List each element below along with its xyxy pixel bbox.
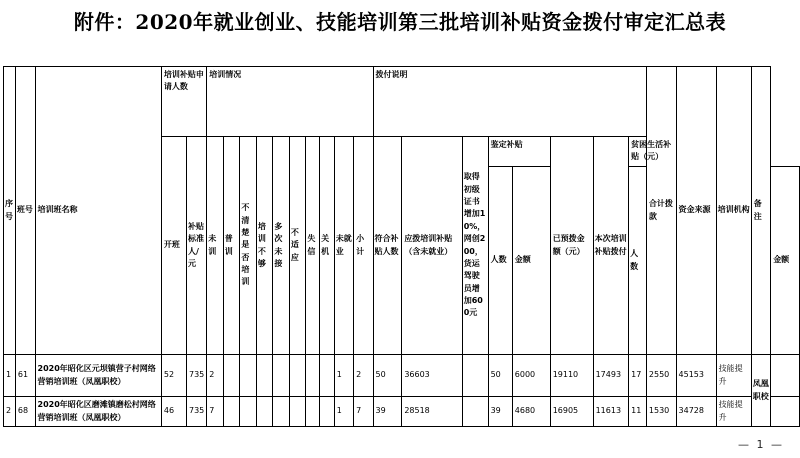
- fund-source-cell: 技能提升: [716, 355, 751, 397]
- empty-cell: [306, 355, 320, 397]
- living-amount-cell: 1530: [646, 397, 676, 427]
- appraisal-amount-header: 金额: [512, 167, 550, 355]
- header-row-1: [4, 67, 800, 137]
- not-reported-header: 培训不够: [256, 137, 273, 355]
- empty-cell: [273, 397, 290, 427]
- class-name-header: 培训班名称: [35, 67, 161, 355]
- institution-header: 培训机构: [716, 67, 751, 355]
- this-payment-cell: 17493: [593, 355, 629, 397]
- empty-cell: [223, 397, 240, 427]
- applicants-group-header: 培训补贴申请人数: [161, 67, 206, 137]
- should-pay-cell: 28518: [402, 397, 462, 427]
- empty-cell: [289, 397, 306, 427]
- empty-cell: [320, 397, 335, 427]
- total-header: 合计拨款: [646, 67, 676, 355]
- empty-cell: [289, 355, 306, 397]
- subtotal-header: 小计: [354, 137, 373, 355]
- not-employed-header: 未就业: [334, 137, 353, 355]
- appraisal-group-header: 鉴定补贴: [488, 137, 550, 167]
- not-trained-header: 未训: [207, 137, 224, 355]
- class-no-header: 班号: [15, 67, 35, 355]
- eligible-cell: 39: [373, 397, 402, 427]
- applicants-cell: 52: [161, 355, 186, 397]
- fund-source-cell: 技能提升: [716, 397, 751, 427]
- multi-registered-header: 多次未接: [273, 137, 290, 355]
- not-clear-header: 不清楚是否培训: [240, 137, 257, 355]
- not-employed-cell: 1: [334, 397, 353, 427]
- already-paid-header: 已预拨金额（元）: [550, 137, 593, 355]
- empty-cell: [462, 355, 488, 397]
- living-people-cell: 11: [629, 397, 647, 427]
- subsidy-summary-table: [3, 66, 800, 427]
- class-no-cell: 61: [15, 355, 35, 397]
- table-row: [4, 355, 800, 397]
- living-group-header: 贫困生活补贴（元）: [629, 137, 676, 167]
- should-pay-header: 应拨培训补贴（含未就业）: [402, 137, 462, 355]
- total-cell: 45153: [676, 355, 716, 397]
- living-amount-cell: 2550: [646, 355, 676, 397]
- class-name-cell: 2020年昭化区元坝镇营子村网络营销培训班（凤凰职校）: [35, 355, 161, 397]
- empty-cell: [240, 397, 257, 427]
- eligible-cell: 50: [373, 355, 402, 397]
- seq-header: 序号: [4, 67, 16, 355]
- page-title: 附件：2020年就业创业、技能培训第三批培训补贴资金拨付审定汇总表: [73, 10, 727, 34]
- subtotal-cell: 7: [354, 397, 373, 427]
- training-group-header: 培训情况: [207, 67, 373, 137]
- opened-header: 开班: [161, 137, 186, 355]
- class-name-cell: 2020年昭化区磨滩镇磨松村网络营销培训班（凤凰职校）: [35, 397, 161, 427]
- this-payment-cell: 11613: [593, 397, 629, 427]
- empty-cell: [256, 355, 273, 397]
- not-employed-cell: 1: [334, 355, 353, 397]
- living-people-header: 人数: [629, 167, 647, 355]
- total-cell: 34728: [676, 397, 716, 427]
- standard-cell: 735: [187, 355, 207, 397]
- lost-contact-header: 失信: [306, 137, 320, 355]
- empty-cell: [240, 355, 257, 397]
- empty-cell: [256, 397, 273, 427]
- payment-group-header: 拨付说明: [373, 67, 646, 137]
- seq-cell: 2: [4, 397, 16, 427]
- empty-cell: [462, 397, 488, 427]
- subtotal-cell: 2: [354, 355, 373, 397]
- appraisal-amount-cell: 4680: [512, 397, 550, 427]
- seq-cell: 1: [4, 355, 16, 397]
- already-paid-cell: 16905: [550, 397, 593, 427]
- living-people-cell: 17: [629, 355, 647, 397]
- fund-source-header: 资金来源: [676, 67, 716, 355]
- empty-cell: [306, 397, 320, 427]
- applicants-cell: 46: [161, 397, 186, 427]
- empty-cell: [223, 355, 240, 397]
- not-trained-cell: 2: [207, 355, 224, 397]
- repeat-train-header: 普训: [223, 137, 240, 355]
- not-trained-cell: 7: [207, 397, 224, 427]
- appraisal-people-cell: 50: [488, 355, 512, 397]
- eligible-header: 符合补贴人数: [373, 137, 402, 355]
- certificate-note-header: 取得初级证书增加10%，网创200，货运驾驶员增加600元: [462, 137, 488, 355]
- shutdown-header: 关机: [320, 137, 335, 355]
- living-amount-header: 金额: [771, 167, 800, 355]
- empty-cell: [320, 355, 335, 397]
- should-pay-cell: 36603: [402, 355, 462, 397]
- appraisal-people-header: 人数: [488, 167, 512, 355]
- appraisal-amount-cell: 6000: [512, 355, 550, 397]
- remarks-header: 备注: [751, 67, 770, 355]
- uncomfortable-header: 不适应: [289, 137, 306, 355]
- already-paid-cell: 19110: [550, 355, 593, 397]
- table-row: [4, 397, 800, 427]
- page-number: — 1 —: [738, 438, 784, 451]
- remarks-cell: [771, 397, 800, 427]
- standard-cell: 735: [187, 397, 207, 427]
- remarks-cell: [771, 355, 800, 397]
- empty-cell: [273, 355, 290, 397]
- class-no-cell: 68: [15, 397, 35, 427]
- subsidy-standard-header: 补贴标准人/元: [187, 137, 207, 355]
- institution-cell: 凤凰职校: [751, 355, 770, 427]
- appraisal-people-cell: 39: [488, 397, 512, 427]
- this-payment-header: 本次培训补贴拨付: [593, 137, 629, 355]
